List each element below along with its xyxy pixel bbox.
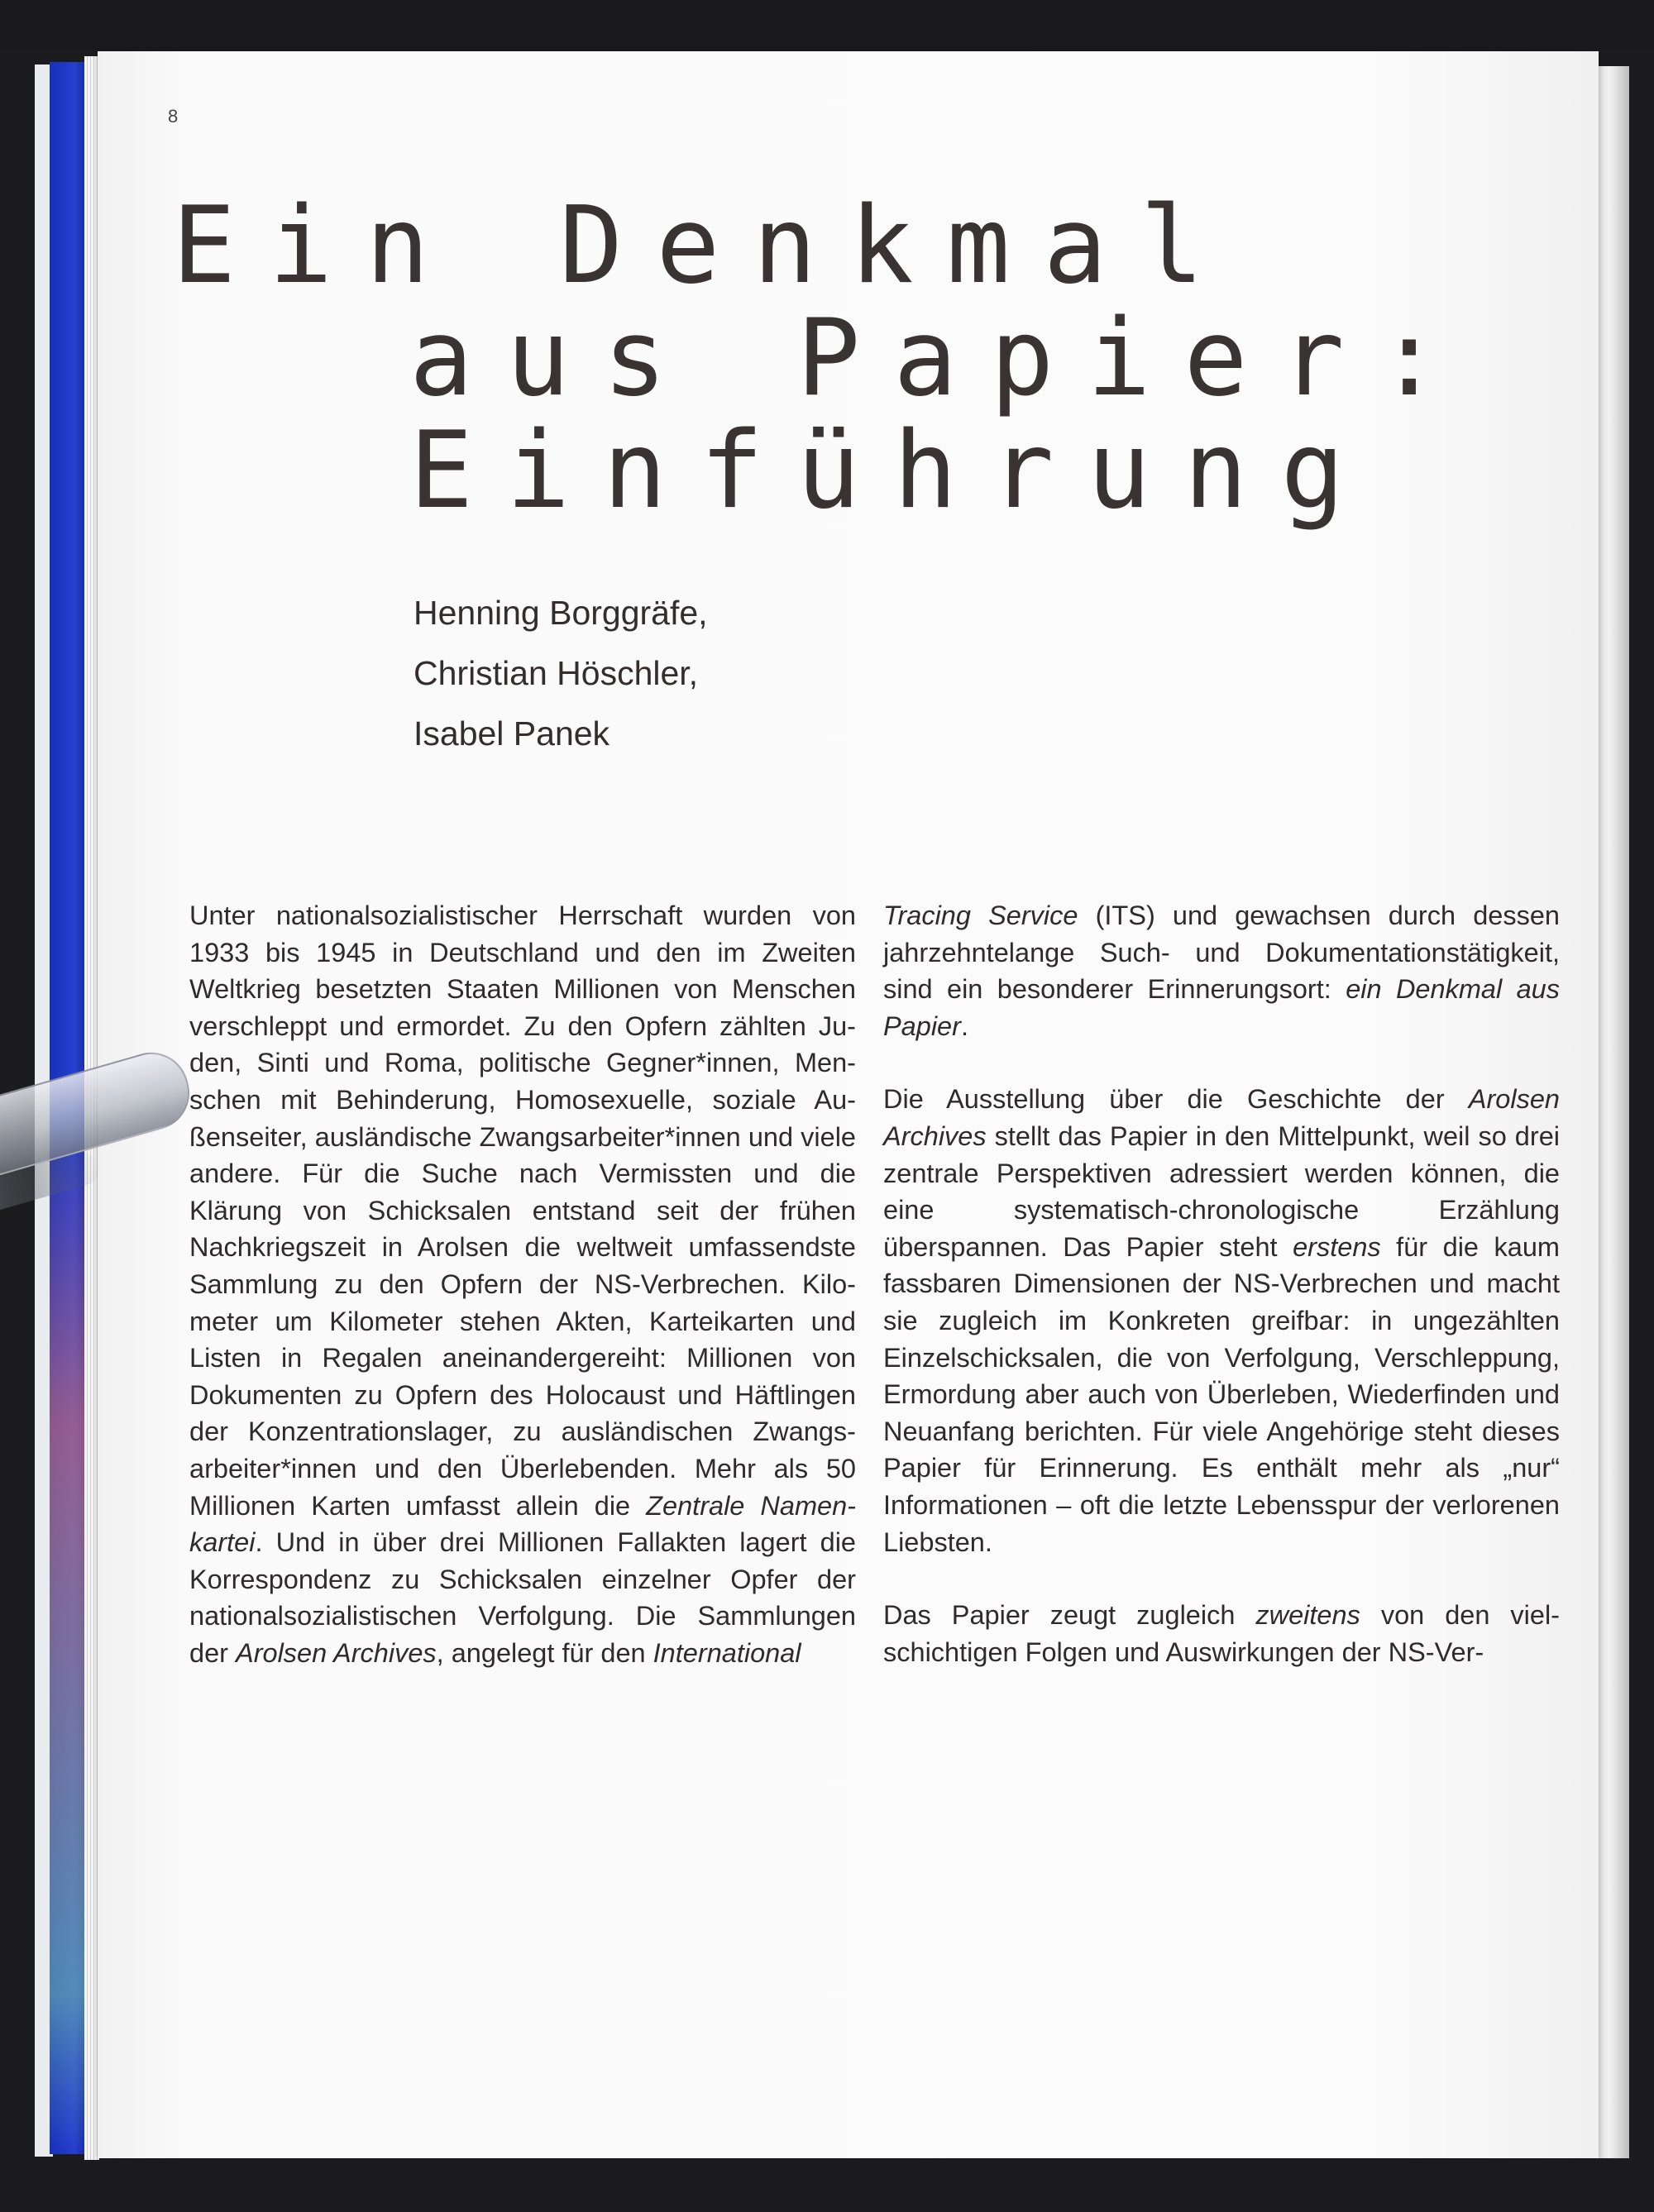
text-run: Das Papier zeugt zugleich (883, 1600, 1256, 1631)
text-run: . Und in über drei Millionen Fallakten lagert die Korrespondenz zu Schicksalen einzelner Opfer der nationalsozialistischen Verfolgung. Die Sammlungen der (189, 1527, 856, 1668)
chapter-title (172, 184, 1475, 533)
right-page-edge (1596, 66, 1629, 2158)
body-column-right (883, 897, 1560, 1670)
title-line-3: Einführung (409, 409, 1378, 533)
title-line-1: Ein Denkmal (172, 184, 1237, 308)
text-run: , angelegt für den (436, 1637, 653, 1668)
body-column-left (189, 897, 856, 1671)
italic-run: Arolsen Archives (883, 1084, 1560, 1151)
colored-page-edge (50, 1116, 84, 2150)
text-run: (ITS) und gewachsen durch dessen jahrzehntelange Such- und Dokumentationstätigkeit, sind ein besonderer Erinnerungsort: (883, 901, 1560, 1005)
text-run: von den vielschichtigen Folgen und Auswirkungen der NS-Ver- (883, 1600, 1560, 1667)
scan-background-top (0, 0, 1654, 50)
text-run: stellt das Papier in den Mittelpunkt, weil so drei zentrale Perspektiven adressiert werden können, die eine systematisch-chronologische Erzählung überspannen. Das Papier steht (883, 1120, 1560, 1262)
italic-run: zweitens (1255, 1600, 1360, 1631)
italic-run: erstens (1293, 1231, 1381, 1262)
page-number: 8 (168, 106, 179, 127)
author-list (414, 583, 708, 764)
body-paragraph (189, 897, 856, 1671)
italic-run: Arolsen Archives (236, 1637, 437, 1668)
text-run: Unter nationalsozialistischer Herrschaft wurden von 1933 bis 1945 in Deutschland und den im Zweiten Weltkrieg besetzten Staaten Millionen von Menschen verschleppt und ermordet. Zu den Opfern zählten Juden, Sinti und Roma, politische Gegner*innen, Menschen mit Behinderung, Homosexuelle, soziale Außenseiter, ausländische Zwangsarbeiter*innen und viele andere. Für die Suche nach Vermissten und die Klärung von Schicksalen entstand seit der frühen Nachkriegszeit in Arolsen die weltweit umfassendste Sammlung zu den Opfern der NS-Verbrechen. Kilometer um Kilometer stehen Akten, Karteikarten und Listen in Regalen aneinandergereiht: Millionen von Dokumenten zu Opfern des Holocaust und Häftlingen der Konzentrationslager, zu ausländischen Zwangsarbeiter*innen und den Überlebenden. Mehr als 50 Millionen Karten umfasst allein die (189, 901, 856, 1521)
scan-background-bottom (0, 2160, 1654, 2212)
author-name: Isabel Panek (414, 714, 610, 752)
italic-run: ein Denkmal aus Papier (883, 974, 1560, 1041)
text-run: für die kaum fassbaren Dimensionen der NS-Verbrechen und macht sie zugleich im Konkreten greifbar: in ungezählten Einzelschicksalen, die von Verfolgung, Verschleppung, Ermordung aber auch von Überleben, Wiederfinden und Neuanfang berichten. Für viele Angehörige steht dieses Papier für Erinnerung. Es enthält mehr als „nur“ Informationen – oft die letzte Lebensspur der verlorenen Liebsten. (883, 1231, 1560, 1557)
body-paragraph (883, 1597, 1560, 1670)
italic-run: Tracing Service (883, 901, 1078, 930)
author-name: Henning Borggräfe, (414, 594, 708, 632)
body-paragraph (883, 1081, 1560, 1560)
book-page (98, 51, 1599, 2158)
author-name: Christian Höschler, (414, 654, 699, 692)
title-line-2: aus Papier: (409, 297, 1475, 420)
body-paragraph (883, 897, 1560, 1044)
italic-run: International (653, 1637, 801, 1668)
italic-run: Zentrale Namenkartei (189, 1490, 856, 1558)
text-run: . (960, 1010, 968, 1041)
text-run: Die Ausstellung über die Geschichte der (883, 1084, 1469, 1115)
